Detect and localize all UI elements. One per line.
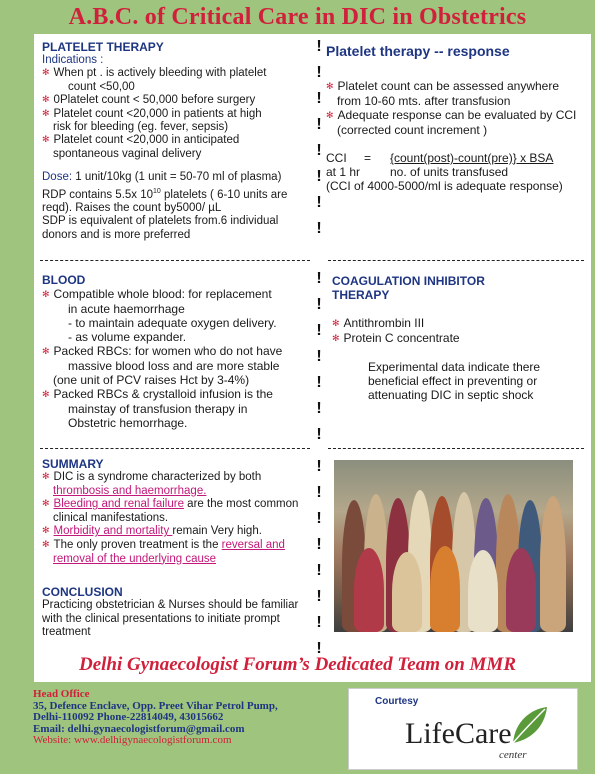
head-office-block [33,689,278,747]
page-title: A.B.C. of Critical Care in DIC in Obstetrics [68,4,527,30]
summary-item: ✻ DIC is a syndrome characterized by both [42,471,298,485]
cci-formula-line [326,151,576,165]
summary-highlight: Bleeding and renal failure [53,498,184,511]
rdp-exponent: 10 [153,187,161,195]
vertical-divider: ! ! ! ! ! ! ! ! [316,38,322,237]
platelet-therapy-section [42,40,287,242]
rdp-text-2: platelets ( 6-10 units are [160,188,288,201]
blood-item-cont: - as volume expander. [68,330,187,344]
coagulation-heading: COAGULATION INHIBITOR [332,274,485,288]
dose-label: Dose: [42,171,73,184]
summary-text: are the most common [183,498,299,511]
cci-numerator: {count(post)-count(pre)} x BSA [390,151,554,165]
footer-title: Delhi Gynaecologist Forum’s Dedicated Team on MMR [79,654,516,675]
lifecare-logo-text: LifeCare [405,717,512,750]
sdp-line: SDP is equivalent of platelets from.6 individual [42,215,279,228]
cci-1hr: at 1 hr [326,165,361,179]
rdp-text: RDP contains 5.5x 10 [42,188,154,201]
cci-denominator-line [326,165,576,179]
rdp-line [42,185,287,202]
cci-label: CCI [326,151,347,165]
head-office-address: 35, Defence Enclave, Opp. Preet Vihar Petrol Pump, [33,699,278,712]
summary-highlight: thrombosis and haemorrhage. [53,484,207,497]
indications-label: Indications : [42,54,104,66]
indication-item: ✻ Platelet count <20,000 in anticipated [42,134,287,147]
summary-section [42,457,298,566]
vertical-divider: ! ! ! ! ! ! ! [316,270,322,442]
experimental-text: beneficial effect in preventing or [368,374,538,388]
summary-highlight: Morbidity and mortality [53,525,173,538]
platelet-response-section [326,44,576,193]
blood-heading: BLOOD [42,273,86,287]
platelet-response-heading: Platelet therapy -- response [326,43,510,59]
summary-item [42,498,298,512]
summary-text: remain Very high. [172,525,262,538]
indication-item: ✻ When pt . is actively bleeding with platelet [42,67,287,80]
summary-highlight: removal of the underlying cause [53,552,217,565]
head-office-email[interactable]: Email: delhi.gynaecologistforum@gmail.com [33,722,245,735]
dose-line [42,171,287,184]
blood-section [42,273,282,430]
head-office-phone: Delhi-110092 Phone-22814049, 43015662 [33,711,224,724]
blood-item-cont: in acute haemorrhage [68,302,185,316]
conclusion-section [42,585,298,640]
sdp-line-cont: donors and is more preferred [42,228,191,241]
horizontal-divider [40,260,310,261]
coag-item: ✻ Protein C concentrate [332,331,540,346]
team-group-photo [334,460,573,632]
response-item: ✻ Platelet count can be assessed anywhere [326,79,576,94]
response-item-cont: (corrected count increment ) [337,123,488,137]
conclusion-text: with the clinical presentations to initiate prompt [42,612,280,625]
coagulation-section [332,274,540,402]
response-item-cont: from 10-60 mts. after transfusion [337,94,511,108]
blood-item: ✻ Packed RBCs & crystalloid infusion is the [42,387,282,402]
experimental-text: Experimental data indicate there [368,360,541,374]
rdp-line-cont: reqd). Raises the count by5000/ µL [42,201,222,214]
response-item: ✻ Adequate response can be evaluated by CCI [326,108,576,123]
blood-item-cont: - to maintain adequate oxygen delivery. [68,316,277,330]
content-panel [34,34,591,682]
conclusion-text: Practicing obstetrician & Nurses should be familiar [42,599,299,611]
indication-item-cont: risk for bleeding (eg. fever, sepsis) [53,121,229,134]
summary-text: The only proven treatment is the [53,538,222,551]
leaf-icon [507,703,551,747]
platelet-therapy-heading: PLATELET THERAPY [42,40,164,54]
blood-item-cont: (one unit of PCV raises Hct by 3-4%) [53,373,250,387]
cci-equals: = [364,151,372,165]
coagulation-heading-2: THERAPY [332,288,390,302]
conclusion-heading: CONCLUSION [42,585,123,599]
blood-item: ✻ Packed RBCs: for women who do not have [42,344,282,359]
horizontal-divider [328,448,584,449]
blood-item: ✻ Compatible whole blood: for replacement [42,287,282,302]
cci-denominator: no. of units transfused [390,165,509,179]
horizontal-divider [328,260,584,261]
coag-item: ✻ Antithrombin III [332,316,540,331]
blood-item-cont: massive blood loss and are more stable [68,359,280,373]
summary-heading: SUMMARY [42,457,104,471]
indication-item-cont: count <50,00 [68,80,135,93]
horizontal-divider [40,448,310,449]
cci-note: (CCI of 4000-5000/ml is adequate response) [326,179,563,193]
indication-item: ✻ 0Platelet count < 50,000 before surgery [42,94,287,107]
summary-item-cont: clinical manifestations. [53,511,169,524]
conclusion-text: treatment [42,626,91,639]
vertical-divider: ! ! ! ! ! ! ! ! [316,458,322,657]
experimental-text: attenuating DIC in septic shock [368,388,534,402]
blood-item-cont: Obstetric hemorrhage. [68,416,188,430]
blood-item-cont: mainstay of transfusion therapy in [68,402,248,416]
indication-item: ✻ Platelet count <20,000 in patients at high [42,108,287,121]
summary-highlight: reversal and [221,538,285,551]
indication-item-cont: spontaneous vaginal delivery [53,147,202,160]
lifecare-logo-subtext: center [499,749,527,761]
summary-item [42,525,298,539]
courtesy-logo-box [348,688,578,770]
dose-text: 1 unit/10kg (1 unit = 50-70 ml of plasma) [72,171,282,184]
head-office-website[interactable]: Website: www.delhigynaecologistforum.com [33,734,232,747]
head-office-label: Head Office [33,688,90,700]
summary-item [42,539,298,553]
courtesy-label: Courtesy [375,696,419,707]
